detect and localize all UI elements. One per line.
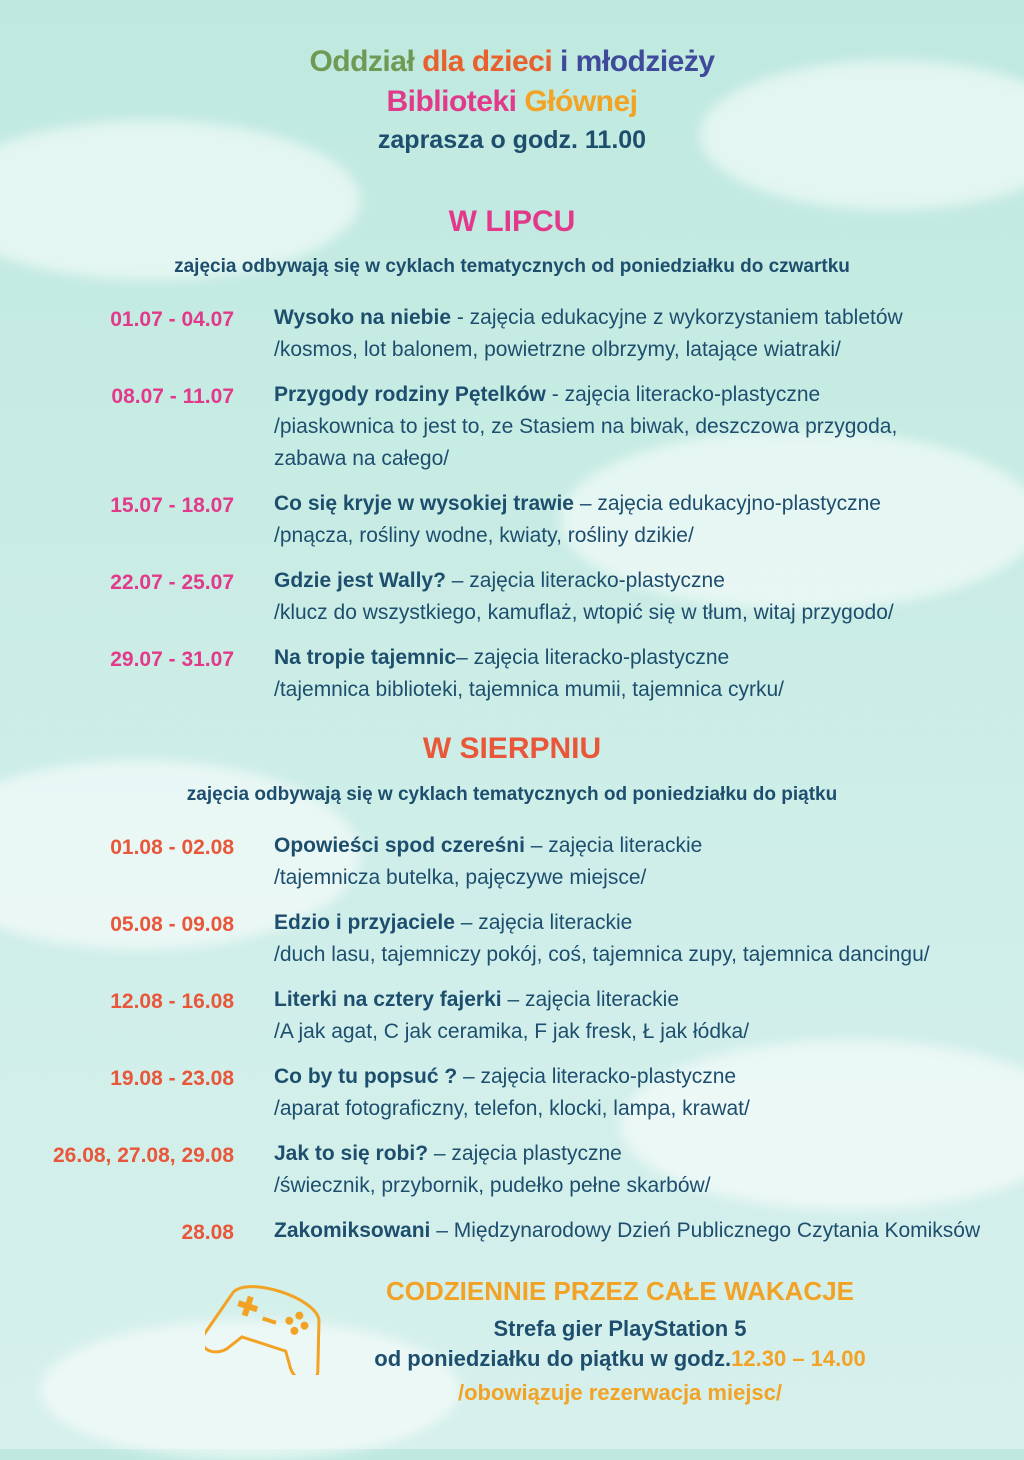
entry-description [274,907,994,971]
footer-line-2 [300,1346,940,1372]
entry-topics: /aparat fotograficzny, telefon, klocki, lampa, krawat/ [274,1097,750,1120]
entry-description [274,1061,994,1125]
entry-topics: /duch lasu, tajemniczy pokój, coś, tajemnica zupy, tajemnica dancingu/ [274,943,930,966]
entry-headline [274,830,994,862]
entry-description [274,1215,994,1247]
entry-description [274,379,994,475]
entry-kind: – zajęcia literackie [454,911,633,934]
entry-description [274,1138,994,1202]
entry-topics: /tajemnicza butelka, pajęczywe miejsce/ [274,866,647,889]
july-subtitle: zajęcia odbywają się w cyklach tematycznych od poniedziałku do czwartku [174,256,850,277]
entry-topics: /piaskownica to jest to, ze Stasiem na biwak, deszczowa przygoda, [274,415,898,438]
entry-date: 12.08 - 16.08 [110,990,234,1013]
entry-name: Co się kryje w wysokiej trawie [274,492,574,515]
entry-topics: /A jak agat, C jak ceramika, F jak fresk, Ł jak łódka/ [274,1020,750,1043]
entry-topics: zabawa na całego/ [274,447,450,470]
entry-date: 15.07 - 18.07 [110,494,234,517]
entry-headline [274,1215,994,1247]
entry-name: Wysoko na niebie [274,306,451,329]
entry-description [274,302,994,366]
entry-headline [274,302,994,334]
entry-headline [274,907,994,939]
entry-headline [274,1061,994,1093]
entry-date: 08.07 - 11.07 [111,385,234,408]
entry-name: Opowieści spod czereśni [274,834,525,857]
entry-name: Co by tu popsuć ? [274,1065,458,1088]
header-part: i młodzieży [560,45,715,78]
entry-date: 28.08 [181,1221,234,1244]
entry-date: 01.08 - 02.08 [110,836,234,859]
entry-kind: – zajęcia literackie [501,988,680,1011]
entry-date: 01.07 - 04.07 [110,308,234,331]
entry-topics: /pnącza, rośliny wodne, kwiaty, rośliny dzikie/ [274,524,694,547]
entry-headline [274,488,994,520]
footer-line-1: Strefa gier PlayStation 5 [493,1316,747,1341]
entry-headline [274,379,994,411]
entry-kind: – zajęcia literacko-plastyczne [445,569,725,592]
july-title: W LIPCU [448,205,576,238]
header-part: Oddział [309,45,423,78]
entry-name: Edzio i przyjaciele [274,911,455,934]
entry-description [274,488,994,552]
footer-line-3: /obowiązuje rezerwacja miejsc/ [457,1380,783,1405]
header-part: Głównej [524,85,638,118]
entry-topics: /tajemnica biblioteki, tajemnica mumii, tajemnica cyrku/ [274,678,785,701]
entry-name: Jak to się robi? [274,1142,429,1165]
entry-description [274,830,994,894]
entry-headline [274,565,994,597]
entry-name: Przygody rodziny Pętelków [274,383,546,406]
page-header [0,42,1024,158]
header-line-2 [0,82,1024,122]
header-line-3: zaprasza o godz. 11.00 [377,126,647,154]
entry-headline [274,1138,994,1170]
entry-kind: – Międzynarodowy Dzień Publicznego Czytania Komiksów [430,1219,981,1242]
august-title: W SIERPNIU [422,732,602,765]
entry-kind: – zajęcia plastyczne [428,1142,622,1165]
entry-name: Gdzie jest Wally? [274,569,446,592]
entry-description [274,984,994,1048]
entry-topics: /kosmos, lot balonem, powietrzne olbrzymy, latające wiatraki/ [274,338,841,361]
entry-topics: /świecznik, przybornik, pudełko pełne skarbów/ [274,1174,711,1197]
entry-headline [274,984,994,1016]
entry-date: 29.07 - 31.07 [110,648,234,671]
entry-name: Literki na cztery fajerki [274,988,502,1011]
entry-kind: - zajęcia literacko-plastyczne [545,383,821,406]
entry-kind: - zajęcia edukacyjne z wykorzystaniem tabletów [451,306,903,329]
entry-kind: – zajęcia literacko-plastyczne [457,1065,737,1088]
footer-days: od poniedziałku do piątku w godz. [374,1346,732,1371]
entry-date: 22.07 - 25.07 [110,571,234,594]
entry-name: Na tropie tajemnic [274,646,457,669]
header-part: Biblioteki [386,85,525,118]
footer-hours: 12.30 – 14.00 [731,1346,866,1371]
august-subtitle: zajęcia odbywają się w cyklach tematycznych od poniedziałku do piątku [186,784,838,805]
entry-date: 19.08 - 23.08 [110,1067,234,1090]
entry-kind: – zajęcia literacko-plastyczne [456,646,730,669]
entry-date: 05.08 - 09.08 [110,913,234,936]
entry-headline [274,642,994,674]
footer-title: CODZIENNIE PRZEZ CAŁE WAKACJE [385,1276,855,1306]
entry-name: Zakomiksowani [274,1219,431,1242]
header-part: dla dzieci [422,45,561,78]
header-line-1 [0,42,1024,82]
entry-description [274,642,994,706]
entry-kind: – zajęcia edukacyjno-plastyczne [573,492,881,515]
entry-description [274,565,994,629]
entry-date: 26.08, 27.08, 29.08 [53,1144,234,1167]
entry-topics: /klucz do wszystkiego, kamuflaż, wtopić się w tłum, witaj przygodo/ [274,601,894,624]
entry-kind: – zajęcia literackie [524,834,703,857]
